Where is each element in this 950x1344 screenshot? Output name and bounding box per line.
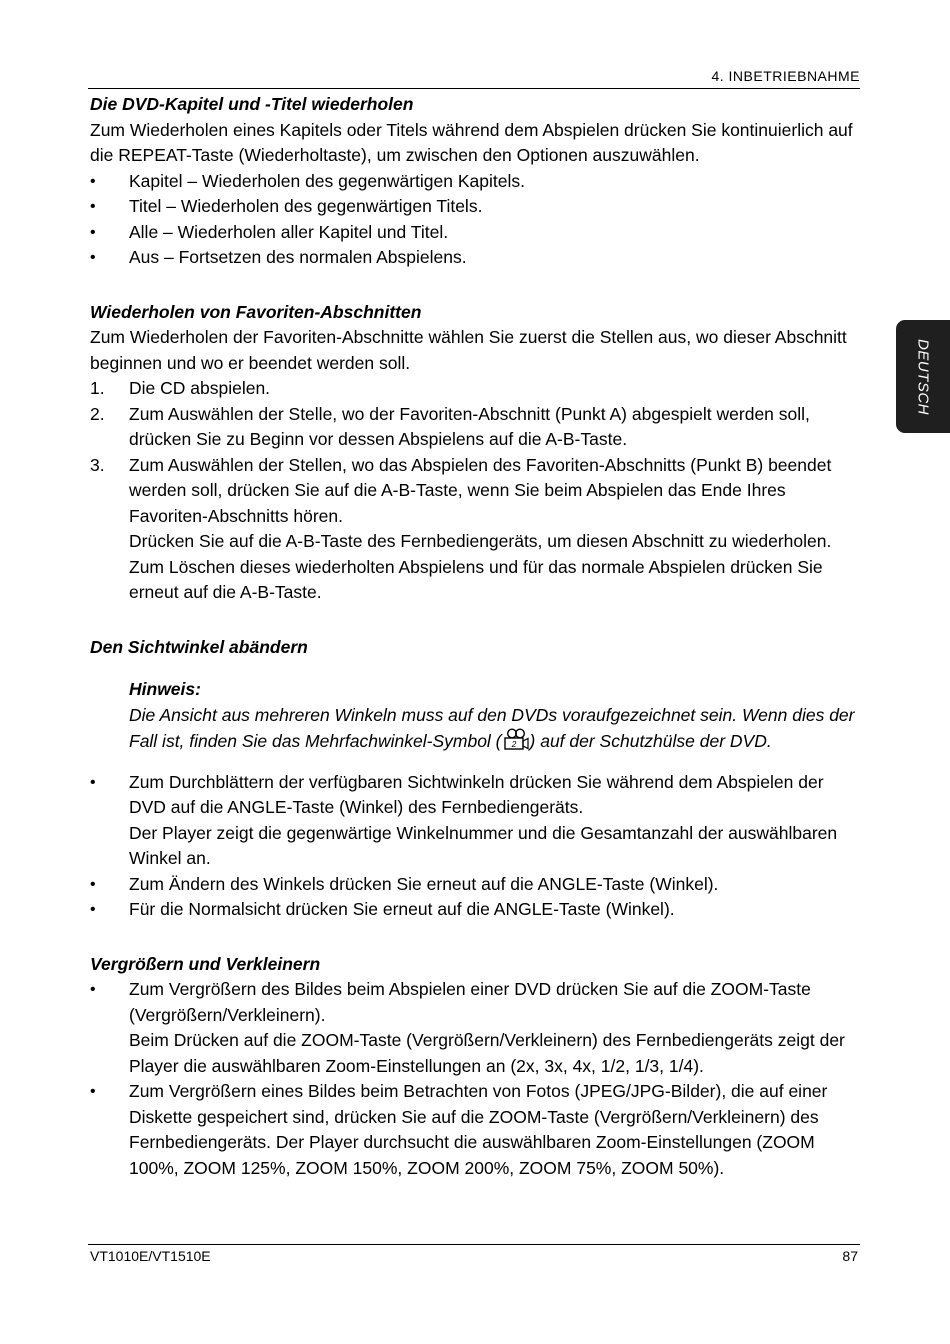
step-extra-text: Drücken Sie auf die A-B-Taste des Fernbediengeräts, um diesen Abschnitt zu wiederholen. Zum Löschen dieses wiederholten Abspielens und für das normale Abspielen drücken Sie erneut auf die A-B-Taste. [129,531,832,602]
bullet-mark: • [90,773,96,791]
bullet-mark: • [90,981,96,998]
list-item [90,977,860,1079]
step-item [90,376,860,402]
step-number: 3. [90,454,105,475]
multi-angle-camera-icon [503,728,529,758]
list-item-extra-text: Der Player zeigt die gegenwärtige Winkelnummer und die Gesamtanzahl der auswählbaren Winkel an. [129,822,838,868]
list-item-text: Für die Normalsicht drücken Sie erneut auf die ANGLE-Taste (Winkel). [129,899,675,919]
section-heading-angle: Den Sichtwinkel abändern [90,636,308,657]
step-number: 2. [90,403,105,424]
list-item [90,872,860,898]
bullet-mark: • [90,223,96,241]
section-heading-favorites: Wiederholen von Favoriten-Abschnitten [90,301,422,322]
footer-rule [88,1244,860,1245]
section-intro-repeat: Zum Wiederholen eines Kapitels oder Titels während dem Abspielen drücken Sie kontinuierlich auf die REPEAT-Taste (Wiederholtaste), um zwischen den Optionen auszuwählen. [90,119,853,165]
list-item [90,220,860,246]
list-item-text: Alle – Wiederholen aller Kapitel und Titel. [129,221,449,242]
section-heading-zoom: Vergrößern und Verkleinern [90,953,321,974]
note-text-after-icon: ) auf der Schutzhülse der DVD. [529,731,772,751]
note-box [90,677,860,758]
running-header: 4. INBETRIEBNAHME [711,68,860,84]
header-rule [88,88,860,89]
list-item-text: Titel – Wiederholen des gegenwärtigen Titels. [129,196,483,216]
bullet-mark: • [90,198,96,215]
step-text: Zum Auswählen der Stellen, wo das Abspielen des Favoriten-Abschnitts (Punkt B) beendet werden soll, drücken Sie auf die A-B-Taste, wenn Sie beim Abspielen das Ende Ihres Favoriten-Abschnitts hören. [129,454,832,526]
list-item-text: Zum Vergrößern des Bildes beim Abspielen einer DVD drücken Sie auf die ZOOM-Taste (Vergrößern/Verkleinern). [129,979,811,1025]
step-text: Die CD abspielen. [129,378,271,398]
bullet-mark: • [90,901,96,918]
list-item [90,770,860,872]
list-item-text: Aus – Fortsetzen des normalen Abspielens. [129,247,467,267]
step-item [90,402,860,453]
list-item-extra-text: Beim Drücken auf die ZOOM-Taste (Vergrößern/Verkleinern) des Fernbediengeräts zeigt der Player die auswählbaren Zoom-Einstellungen an (2x, 3x, 4x, 1/2, 1/3, 1/4). [129,1030,845,1076]
bullet-mark: • [90,249,96,266]
step-number: 1. [90,378,105,398]
list-item [90,245,860,271]
language-tab-label: DEUTSCH [914,338,932,415]
section-heading-repeat: Die DVD-Kapitel und -Titel wiederholen [90,94,414,114]
list-item-text: Zum Vergrößern eines Bildes beim Betrachten von Fotos (JPEG/JPG-Bilder), die auf einer Diskette gespeichert sind, drücken Sie auf die ZOOM-Taste (Vergrößern/Verkleinern) des Fernbediengeräts. Der Player durchsucht die auswählbaren Zoom-Einstellungen (ZOOM 100%, ZOOM 125%, ZOOM 150%, ZOOM 200%, ZOOM 75%, ZOOM 50%). [129,1081,828,1178]
bullet-mark: • [90,1083,96,1100]
note-heading: Hinweis: [129,679,201,699]
list-item-text: Kapitel – Wiederholen des gegenwärtigen Kapitels. [129,170,525,191]
step-item [90,453,860,606]
footer-model: VT1010E/VT1510E [90,1248,211,1264]
step-text: Zum Auswählen der Stelle, wo der Favoriten-Abschnitt (Punkt A) abgespielt werden soll, drücken Sie zu Beginn vor dessen Abspielens auf die A-B-Taste. [129,403,810,449]
list-item [90,194,860,220]
list-item-text: Zum Durchblättern der verfügbaren Sichtwinkeln drücken Sie während dem Abspielen der DVD auf die ANGLE-Taste (Winkel) des Fernbediengeräts. [129,771,824,817]
page-content [90,92,860,1181]
note-text [129,703,860,758]
bullet-mark: • [90,172,96,190]
list-item [90,169,860,195]
multi-angle-icon-label: 2 [511,739,516,749]
language-tab [896,320,950,433]
list-item [90,897,860,923]
list-item [90,1079,860,1181]
page-number: 87 [842,1248,858,1264]
bullet-mark: • [90,875,96,893]
note-text-before-icon: Die Ansicht aus mehreren Winkeln muss auf den DVDs voraufgezeichnet sein. Wenn dies der Fall ist, finden Sie das Mehrfachwinkel-Symbol ( [129,704,855,751]
list-item-text: Zum Ändern des Winkels drücken Sie erneut auf die ANGLE-Taste (Winkel). [129,873,719,894]
section-intro-favorites: Zum Wiederholen der Favoriten-Abschnitte wählen Sie zuerst die Stellen aus, wo dieser Abschnitt beginnen und wo er beendet werden soll. [90,327,847,373]
